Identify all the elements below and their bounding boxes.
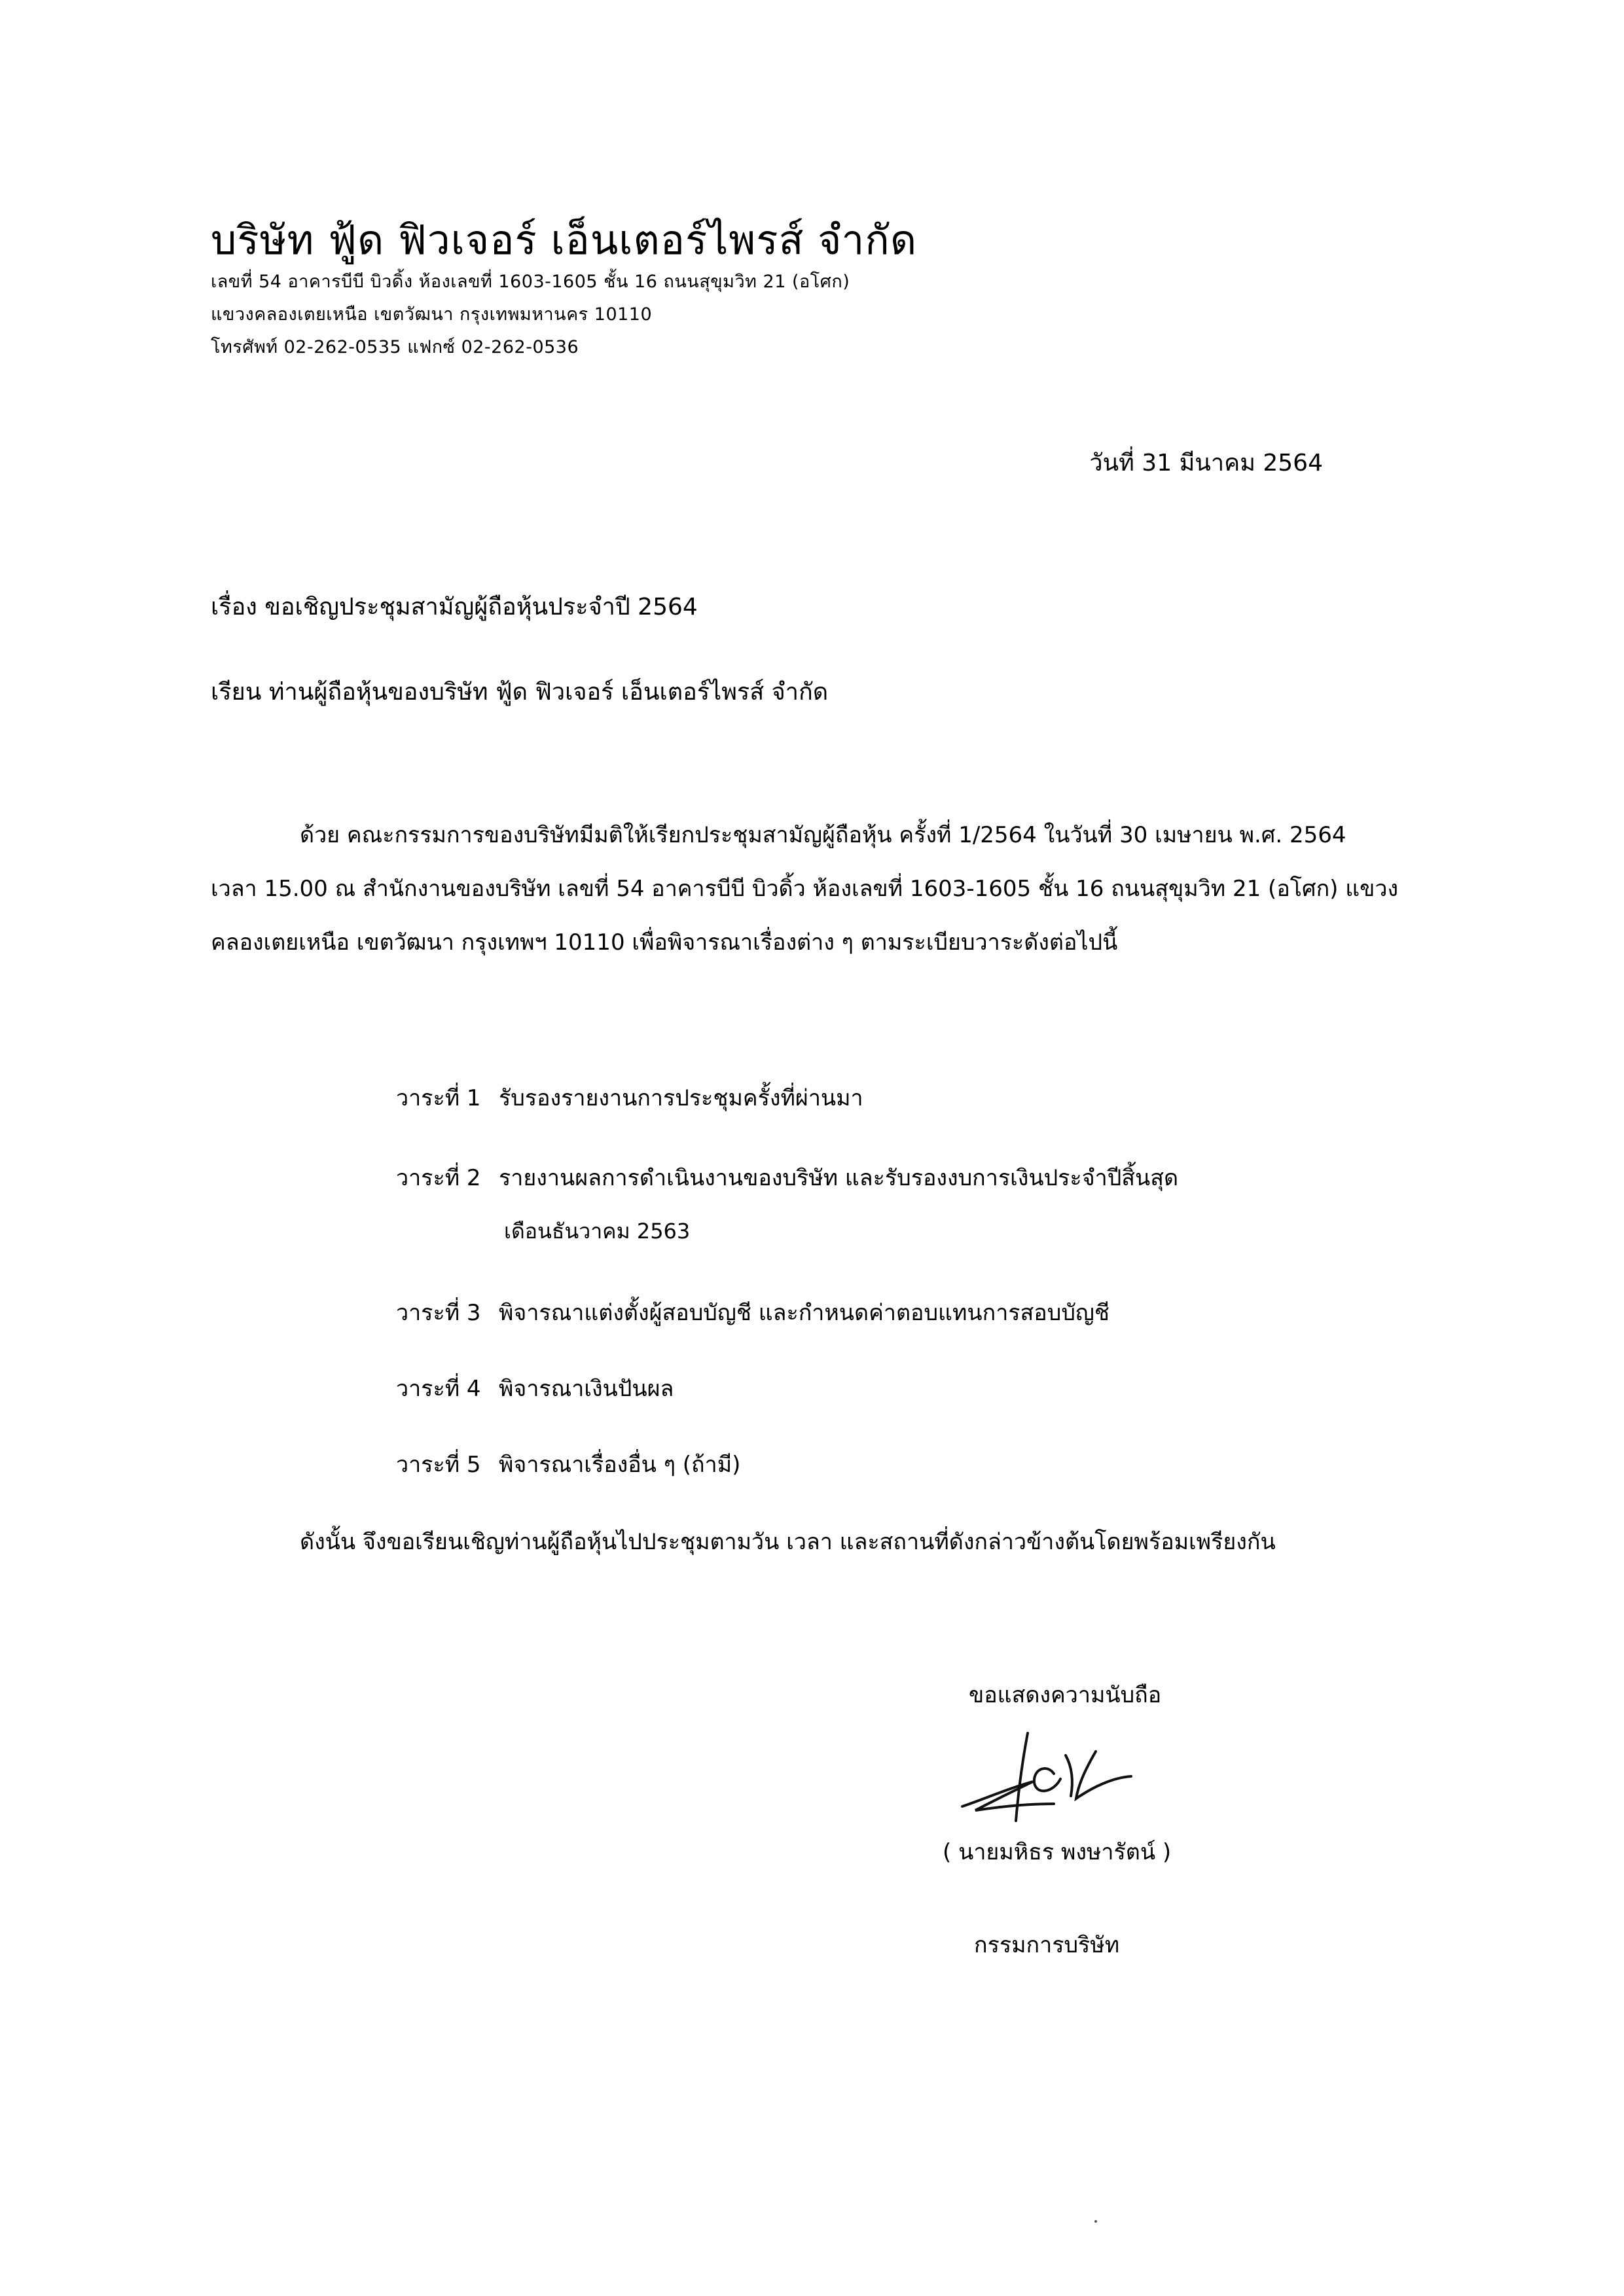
agenda-item-2-continuation: เดือนธันวาคม 2563 [504,1219,691,1244]
agenda-item-5-number: วาระที่ 5 [396,1452,481,1478]
agenda-item-4-number: วาระที่ 4 [396,1376,481,1402]
body-line-1: ด้วย คณะกรรมการของบริษัทมีมติให้เรียกประชุมสามัญผู้ถือหุ้น ครั้งที่ 1/2564 ในวันที่ 30 เมษายน พ.ศ. 2564 [300,822,1346,848]
signer-position: กรรมการบริษัท [974,1932,1120,1958]
address-line-1: เลขที่ 54 อาคารบีบี บิวดิ้ง ห้องเลขที่ 1603-1605 ชั้น 16 ถนนสุขุมวิท 21 (อโศก) [211,272,850,292]
agenda-item-1-text: รับรองรายงานการประชุมครั้งที่ผ่านมา [499,1085,863,1111]
body-line-3: คลองเตยเหนือ เขตวัฒนา กรุงเทพฯ 10110 เพื่อพิจารณาเรื่องต่าง ๆ ตามระเบียบวาระดังต่อไปนี้ [211,929,1118,956]
signer-name: ( นายมหิธร พงษารัตน์ ) [943,1839,1172,1865]
signature-icon [956,1728,1152,1826]
letter-date: วันที่ 31 มีนาคม 2564 [1089,450,1323,476]
regards-line: ขอแสดงความนับถือ [969,1682,1162,1708]
agenda-item-3-text: พิจารณาแต่งตั้งผู้สอบบัญชี และกำหนดค่าตอบแทนการสอบบัญชี [499,1300,1110,1326]
agenda-item-4-text: พิจารณาเงินปันผล [499,1376,674,1402]
body-line-2: เวลา 15.00 ณ สำนักงานของบริษัท เลขที่ 54 อาคารบีบี บิวดิ้ว ห้องเลขที่ 1603-1605 ชั้น 16 ถนนสุขุมวิท 21 (อโศก) แขวง [211,876,1399,902]
agenda-item-2-number: วาระที่ 2 [396,1165,481,1191]
scan-speck [1094,2220,1097,2223]
agenda-item-3-number: วาระที่ 3 [396,1300,481,1326]
agenda-item-5-text: พิจารณาเรื่องอื่น ๆ (ถ้ามี) [499,1452,741,1478]
address-line-2: แขวงคลองเตยเหนือ เขตวัฒนา กรุงเทพมหานคร 10110 [211,304,653,325]
agenda-item-1-number: วาระที่ 1 [396,1085,481,1111]
company-name: บริษัท ฟู้ด ฟิวเจอร์ เอ็นเตอร์ไพรส์ จำกัด [211,216,918,264]
closing-line: ดังนั้น จึงขอเรียนเชิญท่านผู้ถือหุ้นไปประชุมตามวัน เวลา และสถานที่ดังกล่าวข้างต้นโดยพร้อมเพรียงกัน [300,1529,1276,1555]
contact-line: โทรศัพท์ 02-262-0535 แฟกซ์ 02-262-0536 [211,337,579,357]
agenda-item-2-text: รายงานผลการดำเนินงานของบริษัท และรับรองงบการเงินประจำปีสิ้นสุด [499,1165,1179,1191]
subject-line: เรื่อง ขอเชิญประชุมสามัญผู้ถือหุ้นประจำปี 2564 [211,594,698,620]
salutation-line: เรียน ท่านผู้ถือหุ้นของบริษัท ฟู้ด ฟิวเจอร์ เอ็นเตอร์ไพรส์ จำกัด [211,679,829,706]
